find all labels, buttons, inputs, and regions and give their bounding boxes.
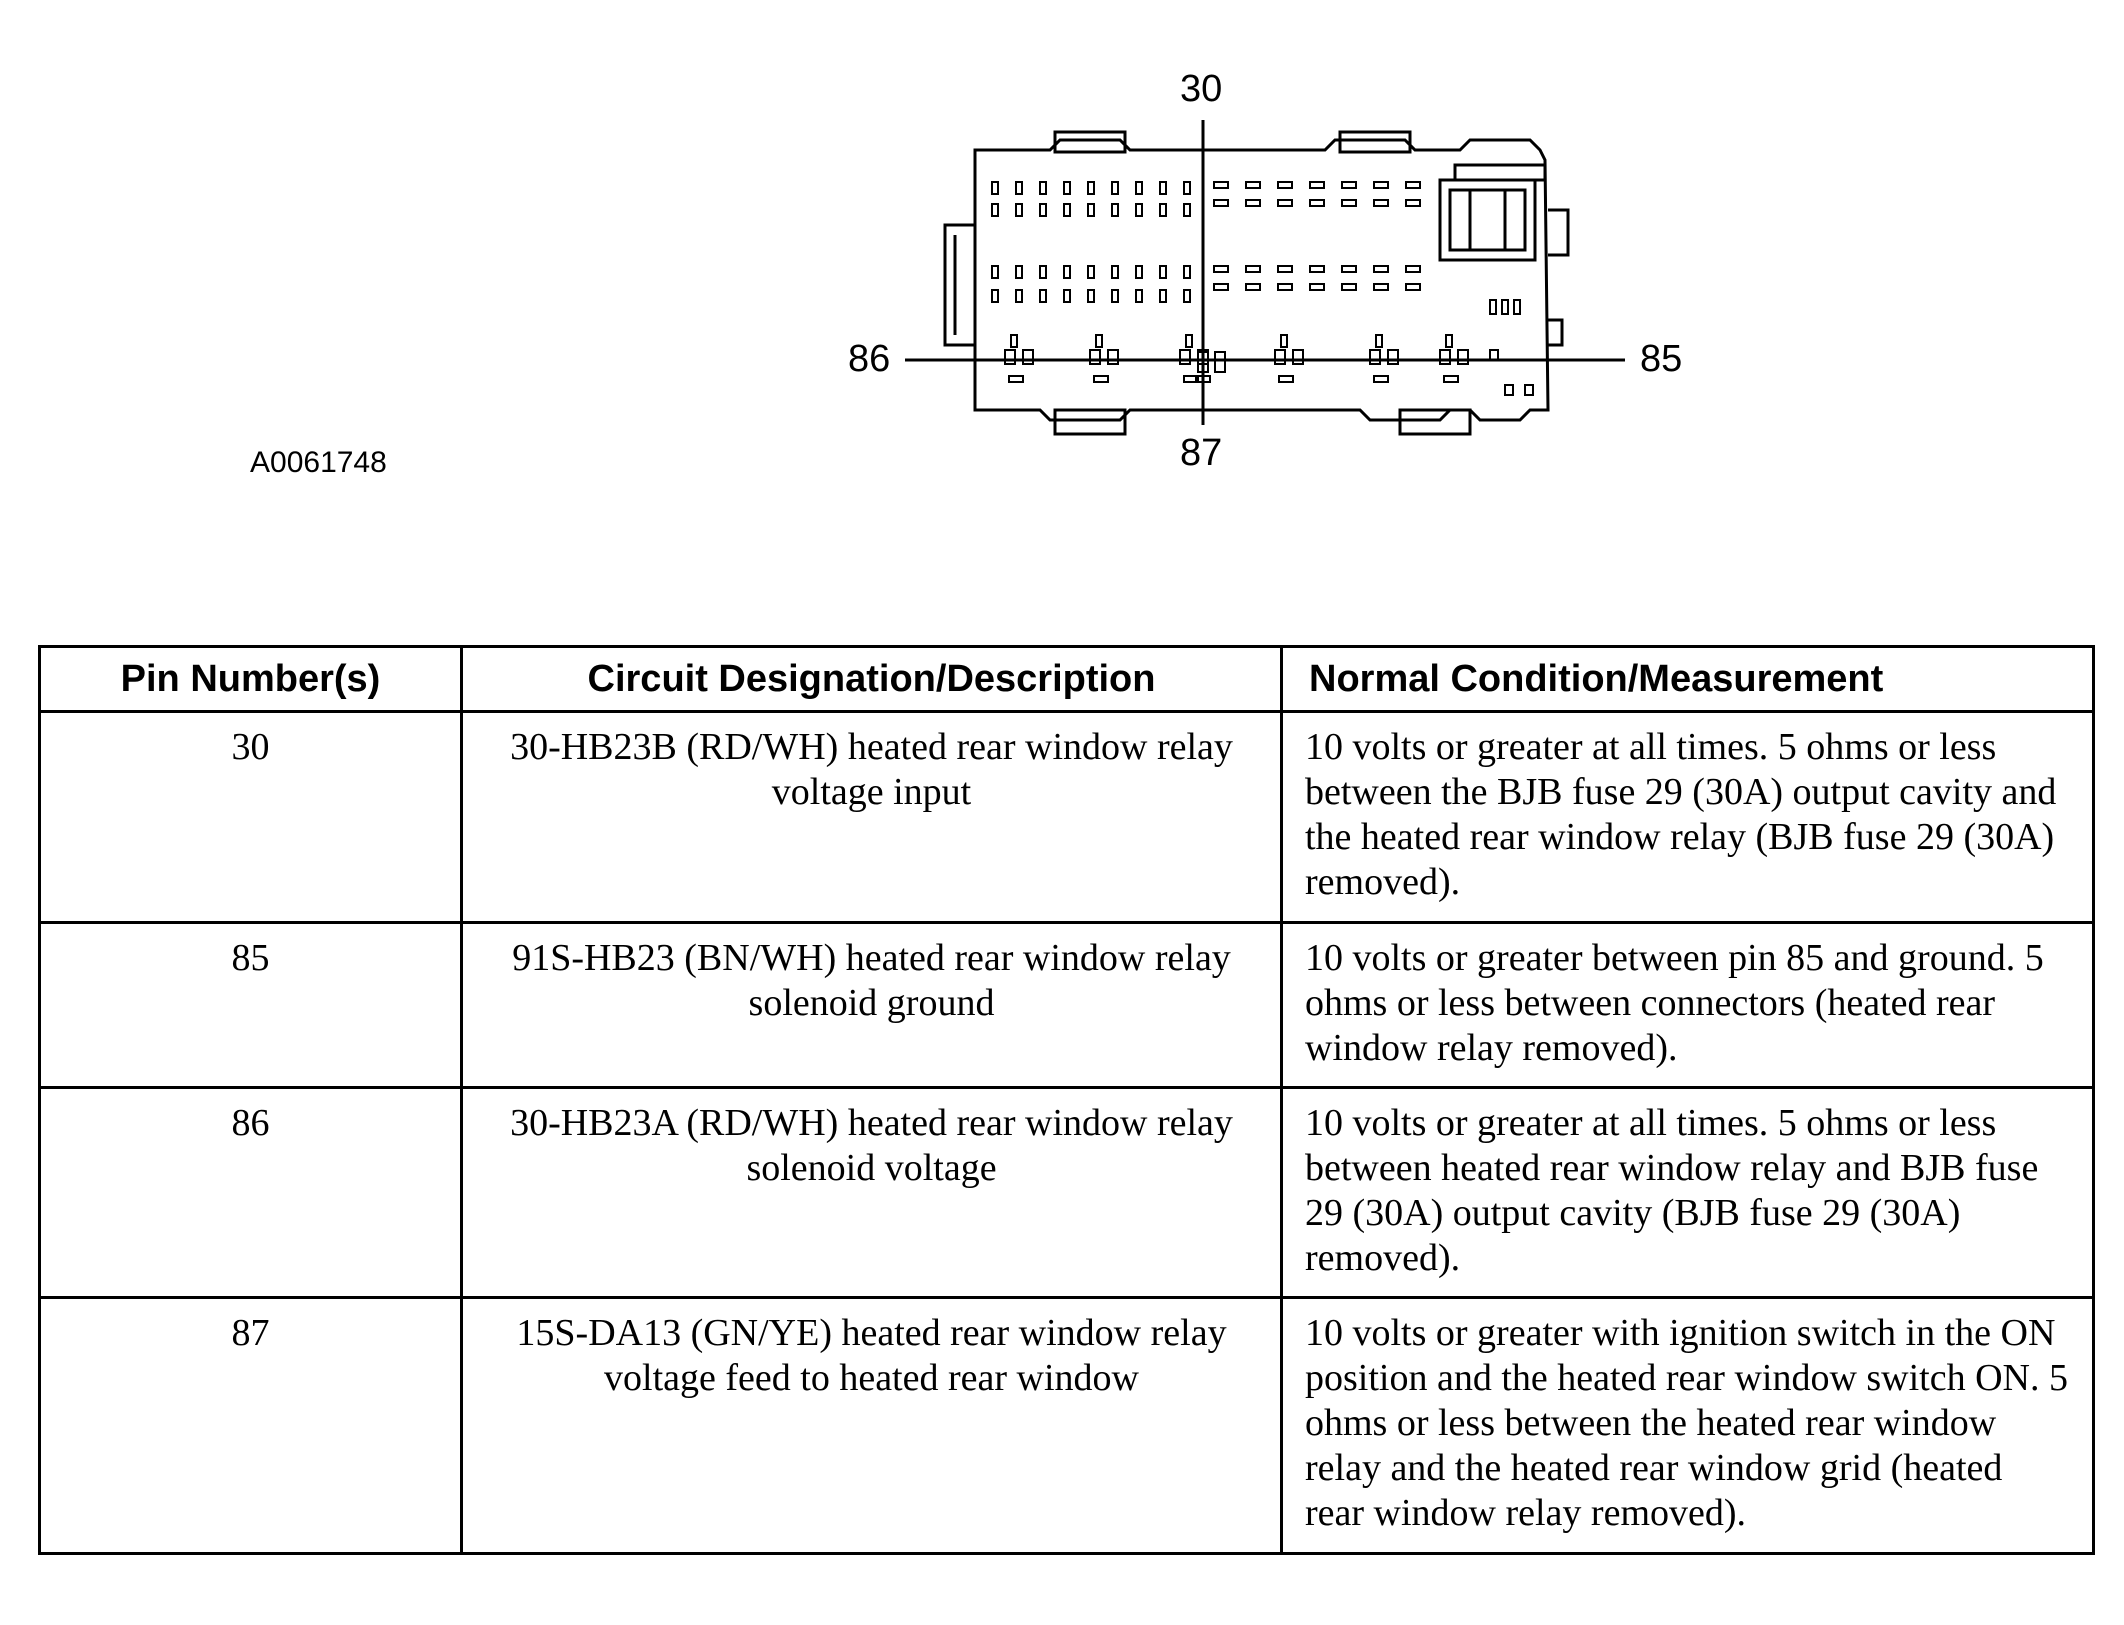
circuit-cell: 30-HB23B (RD/WH) heated rear window relay voltage input xyxy=(462,712,1282,923)
terminal-cavity xyxy=(1406,182,1420,188)
terminal-cavity xyxy=(1214,266,1228,272)
header-pin-number: Pin Number(s) xyxy=(40,647,462,712)
terminal-cavity xyxy=(1088,182,1094,194)
connector-diagram xyxy=(0,0,2124,560)
terminal-cavity xyxy=(1374,200,1388,206)
bottom-latch-left xyxy=(1055,410,1125,434)
terminal-cavity xyxy=(1370,350,1380,364)
terminal-cavity xyxy=(1011,335,1017,347)
terminal-cavity xyxy=(1160,204,1166,216)
terminal-cavity xyxy=(1184,182,1190,194)
header-circuit: Circuit Designation/Description xyxy=(462,647,1282,712)
terminal-cavity xyxy=(1490,300,1496,314)
connector-body-outline xyxy=(975,140,1548,420)
condition-cell: 10 volts or greater with ignition switch in the ON position and the heated rear window switch ON. 5 ohms or less between the heated rear window relay and the heated rear window grid (heated rear window relay removed). xyxy=(1282,1298,2094,1554)
terminal-cavity xyxy=(1446,335,1452,347)
terminal-cavity xyxy=(1005,350,1015,364)
terminal-cavity xyxy=(1184,266,1190,278)
terminal-cavity xyxy=(1136,204,1142,216)
circuit-cell: 91S-HB23 (BN/WH) heated rear window relay solenoid ground xyxy=(462,922,1282,1087)
terminal-cavity xyxy=(1136,290,1142,302)
condition-cell: 10 volts or greater between pin 85 and ground. 5 ohms or less between connectors (heated rear window relay removed). xyxy=(1282,922,2094,1087)
pin-87-label: 87 xyxy=(1180,432,1223,474)
terminal-cavity xyxy=(1009,376,1023,382)
terminal-cavity xyxy=(1293,350,1303,364)
pin-86-label: 86 xyxy=(848,338,891,380)
terminal-cavity xyxy=(1136,182,1142,194)
condition-cell: 10 volts or greater at all times. 5 ohms or less between the BJB fuse 29 (30A) output cavity and the heated rear window relay (BJB fuse 29 (30A) removed). xyxy=(1282,712,2094,923)
terminal-cavity xyxy=(1388,350,1398,364)
terminal-cavity xyxy=(1064,290,1070,302)
header-condition: Normal Condition/Measurement xyxy=(1282,647,2094,712)
terminal-cavity xyxy=(1374,376,1388,382)
terminal-cavity xyxy=(1112,204,1118,216)
terminal-cavity xyxy=(992,290,998,302)
terminal-cavity xyxy=(1374,284,1388,290)
terminal-cavity xyxy=(1246,200,1260,206)
terminal-cavity xyxy=(1278,200,1292,206)
pin-cell: 87 xyxy=(40,1298,462,1554)
terminal-cavity xyxy=(1186,335,1192,347)
terminal-cavity xyxy=(1342,200,1356,206)
terminal-cavity xyxy=(1444,376,1458,382)
terminal-cavity xyxy=(1214,182,1228,188)
terminal-cavity xyxy=(1374,266,1388,272)
terminal-cavity xyxy=(1016,290,1022,302)
terminal-cavity xyxy=(1040,204,1046,216)
terminal-cavity xyxy=(1342,182,1356,188)
terminal-cavity xyxy=(1160,266,1166,278)
terminal-cavity xyxy=(1064,266,1070,278)
terminal-cavity xyxy=(1514,300,1520,314)
table-row xyxy=(40,712,2094,923)
terminal-cavity xyxy=(1016,182,1022,194)
terminal-cavity xyxy=(1502,300,1508,314)
pin-cell: 86 xyxy=(40,1087,462,1298)
terminal-cavity xyxy=(1281,335,1287,347)
figure-id: A0061748 xyxy=(250,446,387,479)
terminal-cavity xyxy=(1040,290,1046,302)
terminal-cavity xyxy=(1279,376,1293,382)
terminal-cavity xyxy=(1180,350,1190,364)
terminal-cavity xyxy=(992,204,998,216)
pin-cell: 30 xyxy=(40,712,462,923)
terminal-cavity xyxy=(1112,290,1118,302)
terminal-cavity xyxy=(1275,350,1285,364)
terminal-cavity xyxy=(1214,200,1228,206)
terminal-cavity xyxy=(1342,284,1356,290)
terminal-cavity xyxy=(1214,284,1228,290)
terminal-cavity xyxy=(1023,350,1033,364)
terminal-cavity xyxy=(1064,182,1070,194)
terminal-cavity xyxy=(1310,200,1324,206)
terminal-cavity-grid xyxy=(992,182,1533,395)
terminal-cavity xyxy=(1246,182,1260,188)
table-row xyxy=(40,1087,2094,1298)
terminal-cavity xyxy=(1160,182,1166,194)
terminal-cavity xyxy=(1458,350,1468,364)
terminal-cavity xyxy=(1406,200,1420,206)
pin-cell: 85 xyxy=(40,922,462,1087)
left-side-tab xyxy=(945,225,975,345)
terminal-cavity xyxy=(1184,204,1190,216)
table-row xyxy=(40,922,2094,1087)
condition-cell: 10 volts or greater at all times. 5 ohms or less between heated rear window relay and BJB fuse 29 (30A) output cavity (BJB fuse 29 (30A) removed). xyxy=(1282,1087,2094,1298)
top-latch-right xyxy=(1340,132,1410,152)
terminal-cavity xyxy=(1108,350,1118,364)
table-row xyxy=(40,1298,2094,1554)
terminal-cavity xyxy=(1040,182,1046,194)
terminal-cavity xyxy=(1278,266,1292,272)
terminal-cavity xyxy=(1112,182,1118,194)
terminal-cavity xyxy=(1090,350,1100,364)
terminal-cavity xyxy=(1064,204,1070,216)
terminal-cavity xyxy=(1246,284,1260,290)
terminal-cavity xyxy=(1088,290,1094,302)
terminal-cavity xyxy=(1215,352,1225,372)
terminal-cavity xyxy=(992,266,998,278)
terminal-cavity xyxy=(1088,204,1094,216)
terminal-cavity xyxy=(1278,182,1292,188)
terminal-cavity xyxy=(1342,266,1356,272)
terminal-cavity xyxy=(1016,266,1022,278)
circuit-cell: 15S-DA13 (GN/YE) heated rear window relay voltage feed to heated rear window xyxy=(462,1298,1282,1554)
terminal-cavity xyxy=(1525,385,1533,395)
right-cavity-block xyxy=(1440,180,1535,260)
terminal-cavity xyxy=(1096,335,1102,347)
table-header-row xyxy=(40,647,2094,712)
terminal-cavity xyxy=(1406,266,1420,272)
terminal-cavity xyxy=(1278,284,1292,290)
top-latch-left xyxy=(1055,132,1125,152)
pin-85-label: 85 xyxy=(1640,338,1683,380)
terminal-cavity xyxy=(992,182,998,194)
terminal-cavity xyxy=(1505,385,1513,395)
terminal-cavity xyxy=(1184,290,1190,302)
circuit-cell: 30-HB23A (RD/WH) heated rear window relay solenoid voltage xyxy=(462,1087,1282,1298)
terminal-cavity xyxy=(1094,376,1108,382)
bottom-latch-right xyxy=(1400,410,1470,434)
pin-30-label: 30 xyxy=(1180,68,1223,110)
terminal-cavity xyxy=(1440,350,1450,364)
terminal-cavity xyxy=(1016,204,1022,216)
terminal-cavity xyxy=(1112,266,1118,278)
terminal-cavity xyxy=(1246,266,1260,272)
pin-table xyxy=(38,645,2095,1555)
right-side-tab xyxy=(1548,210,1568,255)
terminal-cavity xyxy=(1376,335,1382,347)
terminal-cavity xyxy=(1374,182,1388,188)
terminal-cavity xyxy=(1406,284,1420,290)
terminal-cavity xyxy=(1088,266,1094,278)
terminal-cavity xyxy=(1040,266,1046,278)
terminal-cavity xyxy=(1310,266,1324,272)
terminal-cavity xyxy=(1160,290,1166,302)
terminal-cavity xyxy=(1310,284,1324,290)
terminal-cavity xyxy=(1136,266,1142,278)
terminal-cavity xyxy=(1310,182,1324,188)
